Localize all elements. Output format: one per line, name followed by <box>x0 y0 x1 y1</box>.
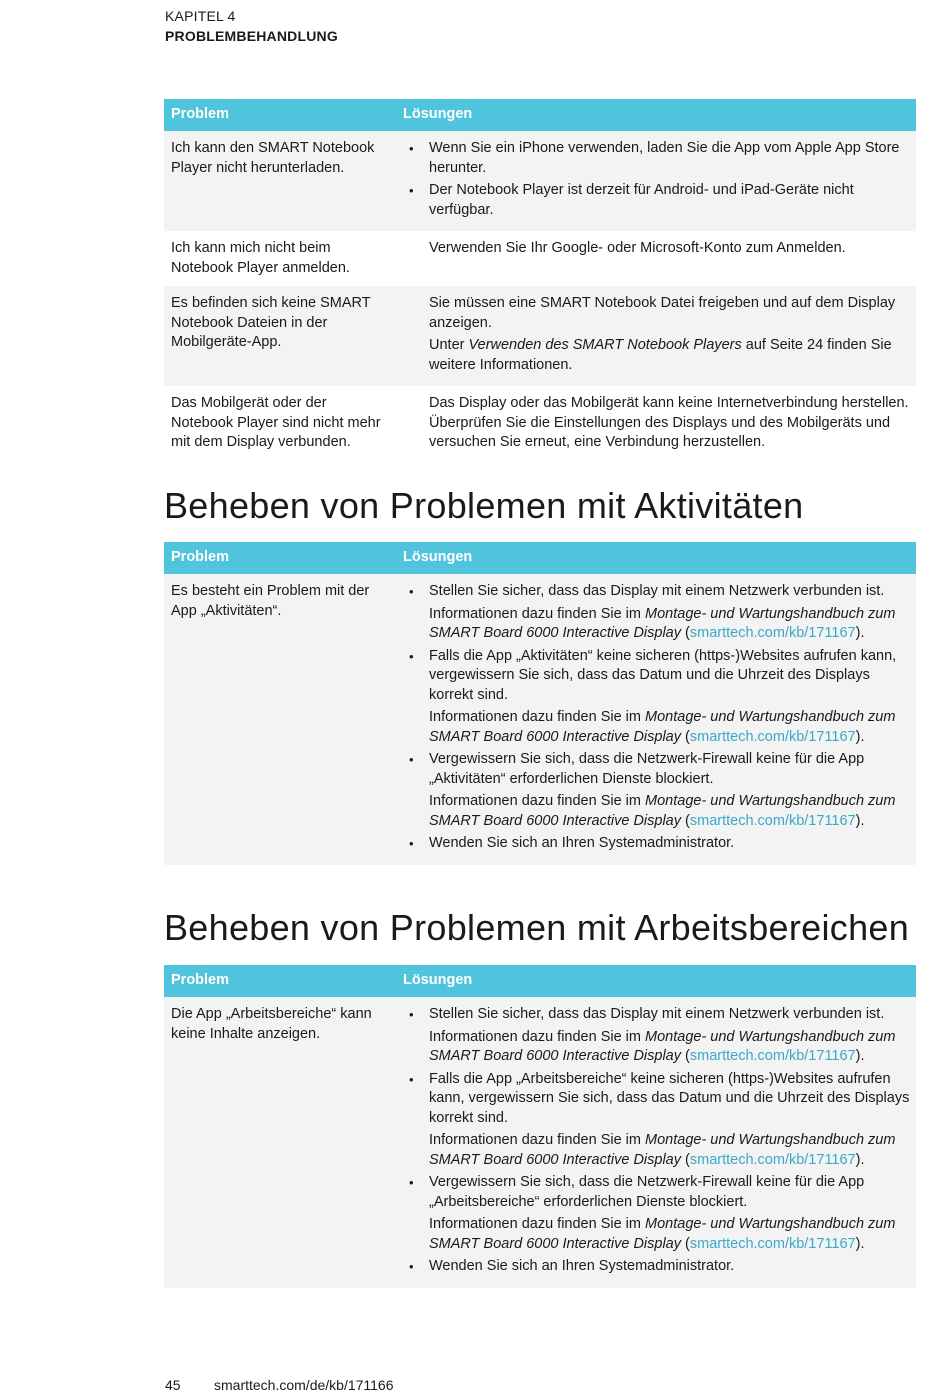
info-note-prefix: Informationen dazu finden Sie im <box>429 1028 646 1045</box>
link-close-paren: ). <box>855 1235 865 1252</box>
solution-bullet: • Wenden Sie sich an Ihren Systemadministrator. <box>407 1257 916 1277</box>
column-header-problem: Problem <box>164 965 396 997</box>
problem-cell: Ich kann mich nicht beim Notebook Player anmelden. <box>164 231 396 286</box>
chapter-title: PROBLEMBEHANDLUNG <box>165 28 338 44</box>
solution-bullet: • Stellen Sie sicher, dass das Display mit einem Netzwerk verbunden ist. <box>407 1005 916 1025</box>
solution-bullet: • Falls die App „Aktivitäten“ keine sicheren (https-)Websites aufrufen kann, vergewissern Sie sich, dass das Datum und die Uhrzeit des Displays korrekt sind. <box>407 647 916 706</box>
manual-title: Montage- und Wartungshandbuch zum SMART Board 6000 Interactive Display <box>429 1216 896 1252</box>
link-open-paren: ( <box>681 812 690 829</box>
troubleshooting-table-activities <box>164 542 916 865</box>
solution-cell <box>396 574 916 865</box>
info-note <box>407 708 916 747</box>
manual-title: Montage- und Wartungshandbuch zum SMART Board 6000 Interactive Display <box>429 1028 896 1064</box>
problem-cell: Es befinden sich keine SMART Notebook Dateien in der Mobilgeräte-App. <box>164 286 396 386</box>
kb-link[interactable]: smarttech.com/kb/171167 <box>689 1048 856 1064</box>
troubleshooting-table-notebook-player <box>164 99 916 464</box>
link-close-paren: ). <box>855 1048 865 1064</box>
info-note <box>407 792 916 831</box>
column-header-problem: Problem <box>164 99 396 131</box>
link-close-paren: ). <box>855 625 865 641</box>
manual-title: Montage- und Wartungshandbuch zum SMART Board 6000 Interactive Display <box>429 1132 896 1168</box>
info-note <box>407 1131 916 1170</box>
info-note-prefix: Informationen dazu finden Sie im <box>429 793 646 809</box>
info-note <box>407 605 916 644</box>
table-header-row <box>164 99 916 131</box>
kb-link[interactable]: smarttech.com/kb/171167 <box>689 1151 856 1168</box>
info-note-prefix: Informationen dazu finden Sie im <box>429 1132 646 1148</box>
page-number: 45 <box>165 1377 181 1393</box>
table-row <box>164 231 916 286</box>
solution-text: Sie müssen eine SMART Notebook Datei freigeben und auf dem Display anzeigen. <box>429 295 896 331</box>
solution-bullet: • Vergewissern Sie sich, dass die Netzwerk-Firewall keine für die App „Arbeitsbereiche“ erforderlichen Dienste blockiert. <box>407 1173 916 1212</box>
solution-bullet: • Vergewissern Sie sich, dass die Netzwerk-Firewall keine für die App „Aktivitäten“ erforderlichen Dienste blockiert. <box>407 750 916 789</box>
link-open-paren: ( <box>681 625 690 641</box>
solution-cell <box>396 386 916 464</box>
table-row <box>164 286 916 386</box>
info-note <box>407 1215 916 1254</box>
solution-cell <box>396 997 916 1288</box>
info-note-prefix: Informationen dazu finden Sie im <box>429 709 646 725</box>
kb-link[interactable]: smarttech.com/kb/171167 <box>689 625 856 641</box>
table-row <box>164 131 916 231</box>
link-close-paren: ). <box>855 812 865 829</box>
info-note-prefix: Informationen dazu finden Sie im <box>429 605 646 622</box>
solution-bullet: • Stellen Sie sicher, dass das Display mit einem Netzwerk verbunden ist. <box>407 582 916 602</box>
solution-reference <box>407 336 916 375</box>
footer-url[interactable]: smarttech.com/de/kb/171166 <box>214 1377 394 1393</box>
column-header-solutions: Lösungen <box>396 99 916 131</box>
table-row <box>164 997 916 1288</box>
link-close-paren: ). <box>855 728 865 745</box>
column-header-problem: Problem <box>164 542 396 574</box>
link-open-paren: ( <box>681 1151 690 1168</box>
link-close-paren: ). <box>855 1151 865 1168</box>
problem-cell: Es besteht ein Problem mit der App „Aktivitäten“. <box>164 574 396 865</box>
manual-title: Montage- und Wartungshandbuch zum SMART Board 6000 Interactive Display <box>429 793 896 829</box>
chapter-label: KAPITEL 4 <box>165 8 236 24</box>
solution-cell <box>396 231 916 286</box>
manual-title: Montage- und Wartungshandbuch zum SMART Board 6000 Interactive Display <box>429 709 896 745</box>
column-header-solutions: Lösungen <box>396 965 916 997</box>
kb-link[interactable]: smarttech.com/kb/171167 <box>689 812 856 829</box>
section-heading-workspaces: Beheben von Problemen mit Arbeitsbereichen <box>164 907 910 948</box>
problem-cell: Ich kann den SMART Notebook Player nicht herunterladen. <box>164 131 396 231</box>
table-row <box>164 386 916 464</box>
solution-bullet: • Wenn Sie ein iPhone verwenden, laden Sie die App vom Apple App Store herunter. <box>407 139 916 178</box>
link-open-paren: ( <box>681 1048 690 1064</box>
section-heading-activities: Beheben von Problemen mit Aktivitäten <box>164 485 804 526</box>
manual-title: Montage- und Wartungshandbuch zum SMART Board 6000 Interactive Display <box>429 605 896 641</box>
problem-cell: Das Mobilgerät oder der Notebook Player sind nicht mehr mit dem Display verbunden. <box>164 386 396 464</box>
reference-suffix: auf Seite 24 finden Sie weitere Informationen. <box>429 337 892 373</box>
reference-link[interactable]: Verwenden des SMART Notebook Players <box>468 337 742 353</box>
problem-cell: Die App „Arbeitsbereiche“ kann keine Inhalte anzeigen. <box>164 997 396 1288</box>
solution-bullet: • Wenden Sie sich an Ihren Systemadministrator. <box>407 834 916 854</box>
table-header-row <box>164 965 916 997</box>
troubleshooting-table-workspaces <box>164 965 916 1288</box>
solution-cell <box>396 131 916 231</box>
column-header-solutions: Lösungen <box>396 542 916 574</box>
solution-text: Das Display oder das Mobilgerät kann keine Internetverbindung herstellen. Überprüfen Sie die Einstellungen des Displays und des Mobilgeräts und versuchen Sie erneut, eine Verbindung herzustellen. <box>429 395 909 450</box>
solution-bullet: • Der Notebook Player ist derzeit für Android- und iPad-Geräte nicht verfügbar. <box>407 181 916 220</box>
solution-bullet: • Falls die App „Arbeitsbereiche“ keine sicheren (https-)Websites aufrufen kann, vergewissern Sie sich, dass das Datum und die Uhrzeit des Displays korrekt sind. <box>407 1070 916 1129</box>
link-open-paren: ( <box>681 1235 690 1252</box>
solution-cell <box>396 286 916 386</box>
kb-link[interactable]: smarttech.com/kb/171167 <box>689 728 856 745</box>
link-open-paren: ( <box>681 728 690 745</box>
info-note <box>407 1028 916 1067</box>
reference-prefix: Unter <box>429 337 469 353</box>
solution-text: Verwenden Sie Ihr Google- oder Microsoft-Konto zum Anmelden. <box>429 240 846 256</box>
kb-link[interactable]: smarttech.com/kb/171167 <box>689 1235 856 1252</box>
table-header-row <box>164 542 916 574</box>
info-note-prefix: Informationen dazu finden Sie im <box>429 1216 646 1232</box>
table-row <box>164 574 916 865</box>
